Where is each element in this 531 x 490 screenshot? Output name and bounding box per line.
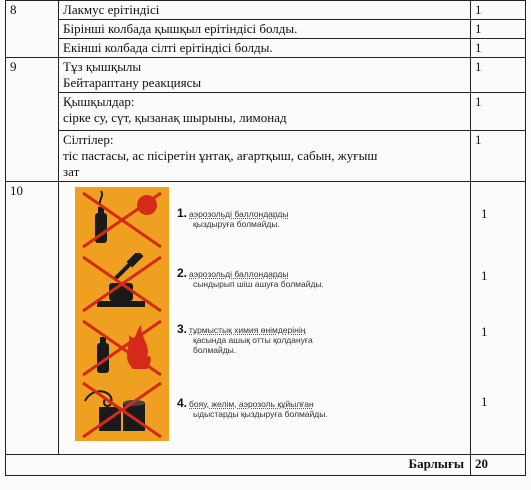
score-cell bbox=[471, 182, 526, 455]
table-row bbox=[6, 131, 526, 182]
safety-poster bbox=[75, 187, 169, 441]
score-value: 1 bbox=[481, 268, 488, 283]
open-fire-icon bbox=[75, 317, 169, 379]
answer-line: зат bbox=[63, 164, 80, 179]
answer-line: Сілтілер: bbox=[63, 132, 114, 147]
answer-text bbox=[59, 131, 471, 182]
score-value: 1 bbox=[481, 394, 488, 409]
answer-text bbox=[59, 93, 471, 131]
score-cell: 1 bbox=[471, 39, 526, 58]
question-number: 8 bbox=[6, 1, 59, 58]
warning-item: 3. тұрмыстық химия өнімдерінің қасында ашық отты қолдануға болмайды. bbox=[177, 322, 313, 355]
answer-line: Тұз қышқылы bbox=[63, 59, 142, 74]
answer-line: Бейтараптану реакциясы bbox=[63, 75, 202, 90]
warning-item: 4. бояу, желім, аэрозоль құйылған ыдыстарды қыздыруға болмайды. bbox=[177, 396, 328, 419]
score-value: 1 bbox=[481, 206, 488, 221]
warning-item: 1. аэрозольді баллондарды қыздыруға болмайды. bbox=[177, 206, 289, 229]
table-row bbox=[6, 455, 526, 476]
answer-text: Лакмус ерітіндісі bbox=[59, 1, 471, 20]
score-cell: 1 bbox=[471, 20, 526, 39]
safety-warnings-cell bbox=[59, 182, 471, 455]
answer-text: Екінші колбада сілті ерітіндісі болды. bbox=[59, 39, 471, 58]
answer-line: тіс пастасы, ас пісіретін ұнтақ, ағартқыш, сабын, жуғыш bbox=[63, 148, 378, 163]
answer-line: Қышқылдар: bbox=[63, 94, 135, 109]
score-value: 1 bbox=[481, 324, 488, 339]
warning-item: 2. аэрозольді баллондарды сындырып шіш ашуға болмайды. bbox=[177, 266, 324, 289]
table-row bbox=[6, 182, 526, 455]
score-cell: 1 bbox=[471, 1, 526, 20]
total-value: 20 bbox=[471, 455, 526, 476]
table-row bbox=[6, 20, 526, 39]
answer-line: сірке су, сүт, қызанақ шырыны, лимонад bbox=[63, 110, 287, 125]
score-cell: 1 bbox=[471, 131, 526, 182]
table-row bbox=[6, 58, 526, 93]
answer-text bbox=[59, 58, 471, 93]
answer-text: Бірінші колбада қышқыл ерітіндісі болды. bbox=[59, 20, 471, 39]
answer-table bbox=[5, 0, 526, 476]
table-row bbox=[6, 39, 526, 58]
total-label: Барлығы bbox=[6, 455, 471, 476]
aerosol-heat-icon bbox=[75, 189, 169, 251]
aerosol-break-icon bbox=[75, 253, 169, 315]
table-row bbox=[6, 93, 526, 131]
heating-containers-icon bbox=[75, 379, 169, 441]
score-cell: 1 bbox=[471, 58, 526, 93]
score-cell: 1 bbox=[471, 93, 526, 131]
question-number: 10 bbox=[6, 182, 59, 455]
question-number: 9 bbox=[6, 58, 59, 182]
table-row bbox=[6, 1, 526, 20]
